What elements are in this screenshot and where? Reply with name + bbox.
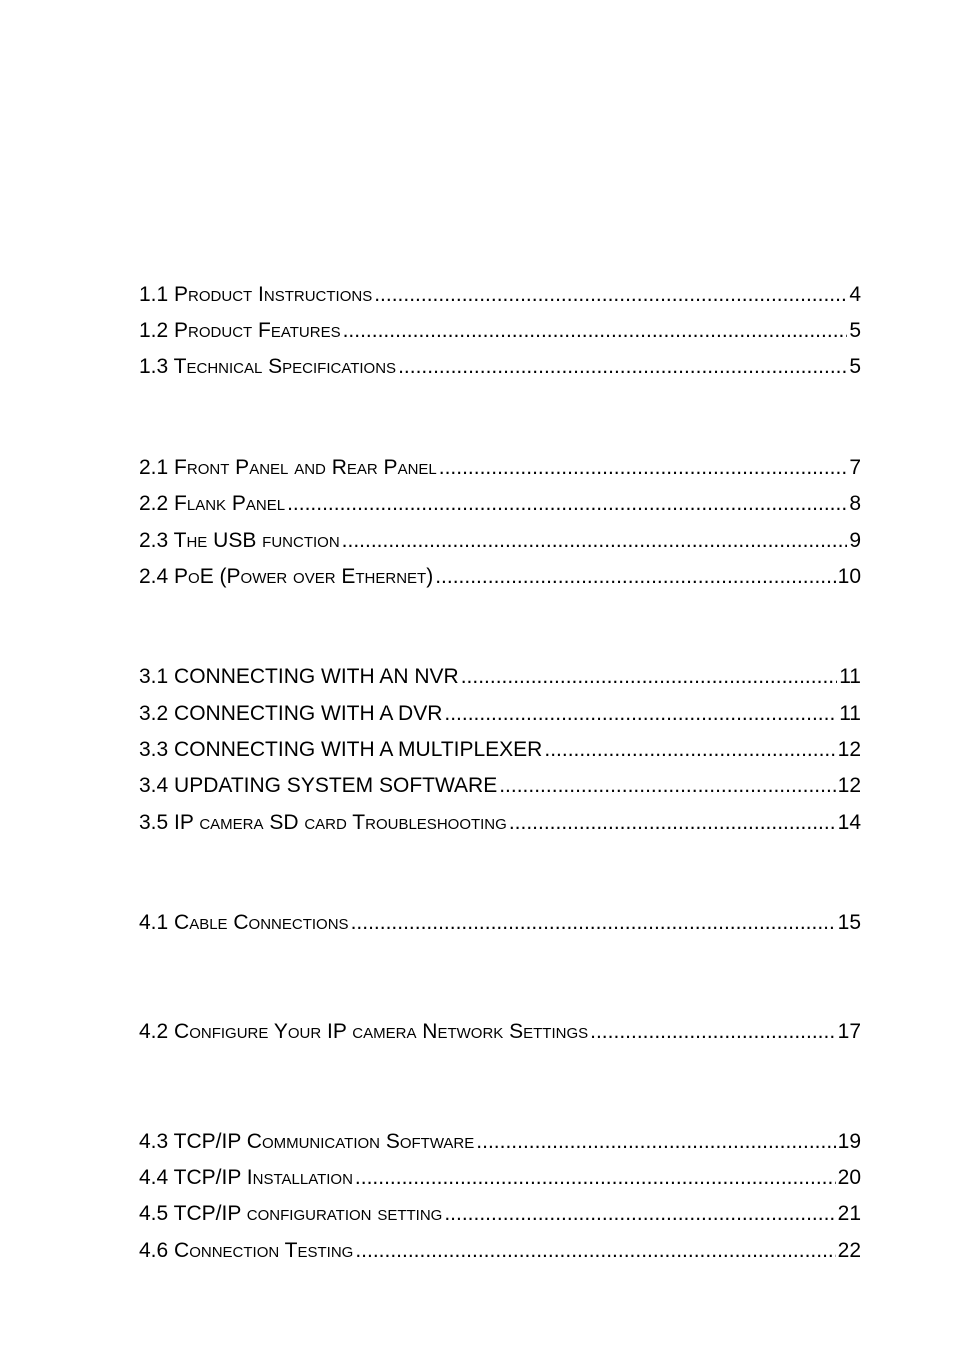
toc-entry-4-6[interactable] xyxy=(139,1236,861,1266)
toc-entry-4-5[interactable] xyxy=(139,1199,861,1229)
toc-entry-4-2[interactable] xyxy=(139,1017,861,1047)
toc-entry-1-1[interactable] xyxy=(139,280,861,310)
toc-page-number: 5 xyxy=(849,319,861,342)
toc-entry-title: 3.5 IP camera SD card Troubleshooting xyxy=(139,811,507,834)
toc-entry-title: 4.6 Connection Testing xyxy=(139,1239,354,1262)
toc-page-number: 9 xyxy=(849,529,861,552)
toc-page-number: 10 xyxy=(837,565,861,588)
toc-entry-1-2[interactable] xyxy=(139,316,861,346)
toc-entry-title: 2.3 The USB function xyxy=(139,529,340,552)
toc-page-number: 8 xyxy=(849,492,861,515)
toc-leader-dots xyxy=(590,1017,836,1047)
toc-entry-title: 3.1 CONNECTING WITH AN NVR xyxy=(139,665,459,688)
toc-entry-3-5[interactable] xyxy=(139,808,861,838)
toc-page-number: 21 xyxy=(837,1202,861,1225)
toc-leader-dots xyxy=(355,1236,835,1266)
toc-page-number: 11 xyxy=(839,702,861,725)
toc-entry-3-4[interactable] xyxy=(139,771,861,801)
toc-leader-dots xyxy=(476,1127,835,1157)
toc-entry-4-4[interactable] xyxy=(139,1163,861,1193)
toc-entry-3-3[interactable] xyxy=(139,735,861,765)
toc-entry-title: 2.2 Flank Panel xyxy=(139,492,286,515)
toc-entry-title: 1.2 Product Features xyxy=(139,319,341,342)
toc-leader-dots xyxy=(342,526,848,556)
toc-leader-dots xyxy=(435,562,835,592)
toc-leader-dots xyxy=(509,808,836,838)
toc-leader-dots xyxy=(374,280,847,310)
toc-entry-2-1[interactable] xyxy=(139,453,861,483)
toc-page-number: 5 xyxy=(849,355,861,378)
toc-leader-dots xyxy=(544,735,835,765)
toc-page-number: 7 xyxy=(849,456,861,479)
toc-page-number: 11 xyxy=(839,665,861,688)
toc-entry-title: 2.4 PoE (Power over Ethernet) xyxy=(139,565,434,588)
toc-page-number: 19 xyxy=(837,1130,861,1153)
toc-page-number: 12 xyxy=(837,738,861,761)
toc-entry-2-4[interactable] xyxy=(139,562,861,592)
toc-entry-title: 3.4 UPDATING SYSTEM SOFTWARE xyxy=(139,774,498,797)
toc-page-number: 20 xyxy=(837,1166,861,1189)
toc-entry-title: 3.3 CONNECTING WITH A MULTIPLEXER xyxy=(139,738,543,761)
toc-leader-dots xyxy=(351,908,836,938)
toc-entry-3-1[interactable] xyxy=(139,662,861,692)
toc-entry-title: 4.2 Configure Your IP camera Network Settings xyxy=(139,1020,589,1043)
toc-entry-title: 1.1 Product Instructions xyxy=(139,283,373,306)
toc-leader-dots xyxy=(355,1163,836,1193)
toc-entry-4-1[interactable] xyxy=(139,908,861,938)
toc-page-number: 15 xyxy=(837,911,861,934)
toc-leader-dots xyxy=(461,662,837,692)
toc-entry-3-2[interactable] xyxy=(139,699,861,729)
toc-page-number: 22 xyxy=(837,1239,861,1262)
toc-page-number: 4 xyxy=(849,283,861,306)
toc-entry-2-2[interactable] xyxy=(139,489,861,519)
toc-page-number: 17 xyxy=(837,1020,861,1043)
toc-entry-title: 1.3 Technical Specifications xyxy=(139,355,397,378)
toc-leader-dots xyxy=(439,453,848,483)
toc-leader-dots xyxy=(499,771,835,801)
toc-entry-title: 4.3 TCP/IP Communication Software xyxy=(139,1130,475,1153)
toc-entry-title: 4.5 TCP/IP configuration setting xyxy=(139,1202,443,1225)
toc-leader-dots xyxy=(287,489,847,519)
toc-entry-title: 2.1 Front Panel and Rear Panel xyxy=(139,456,437,479)
toc-entry-title: 4.4 TCP/IP Installation xyxy=(139,1166,353,1189)
toc-leader-dots xyxy=(444,1199,835,1229)
toc-entry-title: 3.2 CONNECTING WITH A DVR xyxy=(139,702,443,725)
toc-entry-title: 4.1 Cable Connections xyxy=(139,911,349,934)
toc-entry-2-3[interactable] xyxy=(139,526,861,556)
toc-leader-dots xyxy=(343,316,848,346)
toc-leader-dots xyxy=(398,352,847,382)
toc-leader-dots xyxy=(444,699,837,729)
toc-page-number: 14 xyxy=(837,811,861,834)
toc-entry-1-3[interactable] xyxy=(139,352,861,382)
toc-page-number: 12 xyxy=(837,774,861,797)
toc-entry-4-3[interactable] xyxy=(139,1127,861,1157)
